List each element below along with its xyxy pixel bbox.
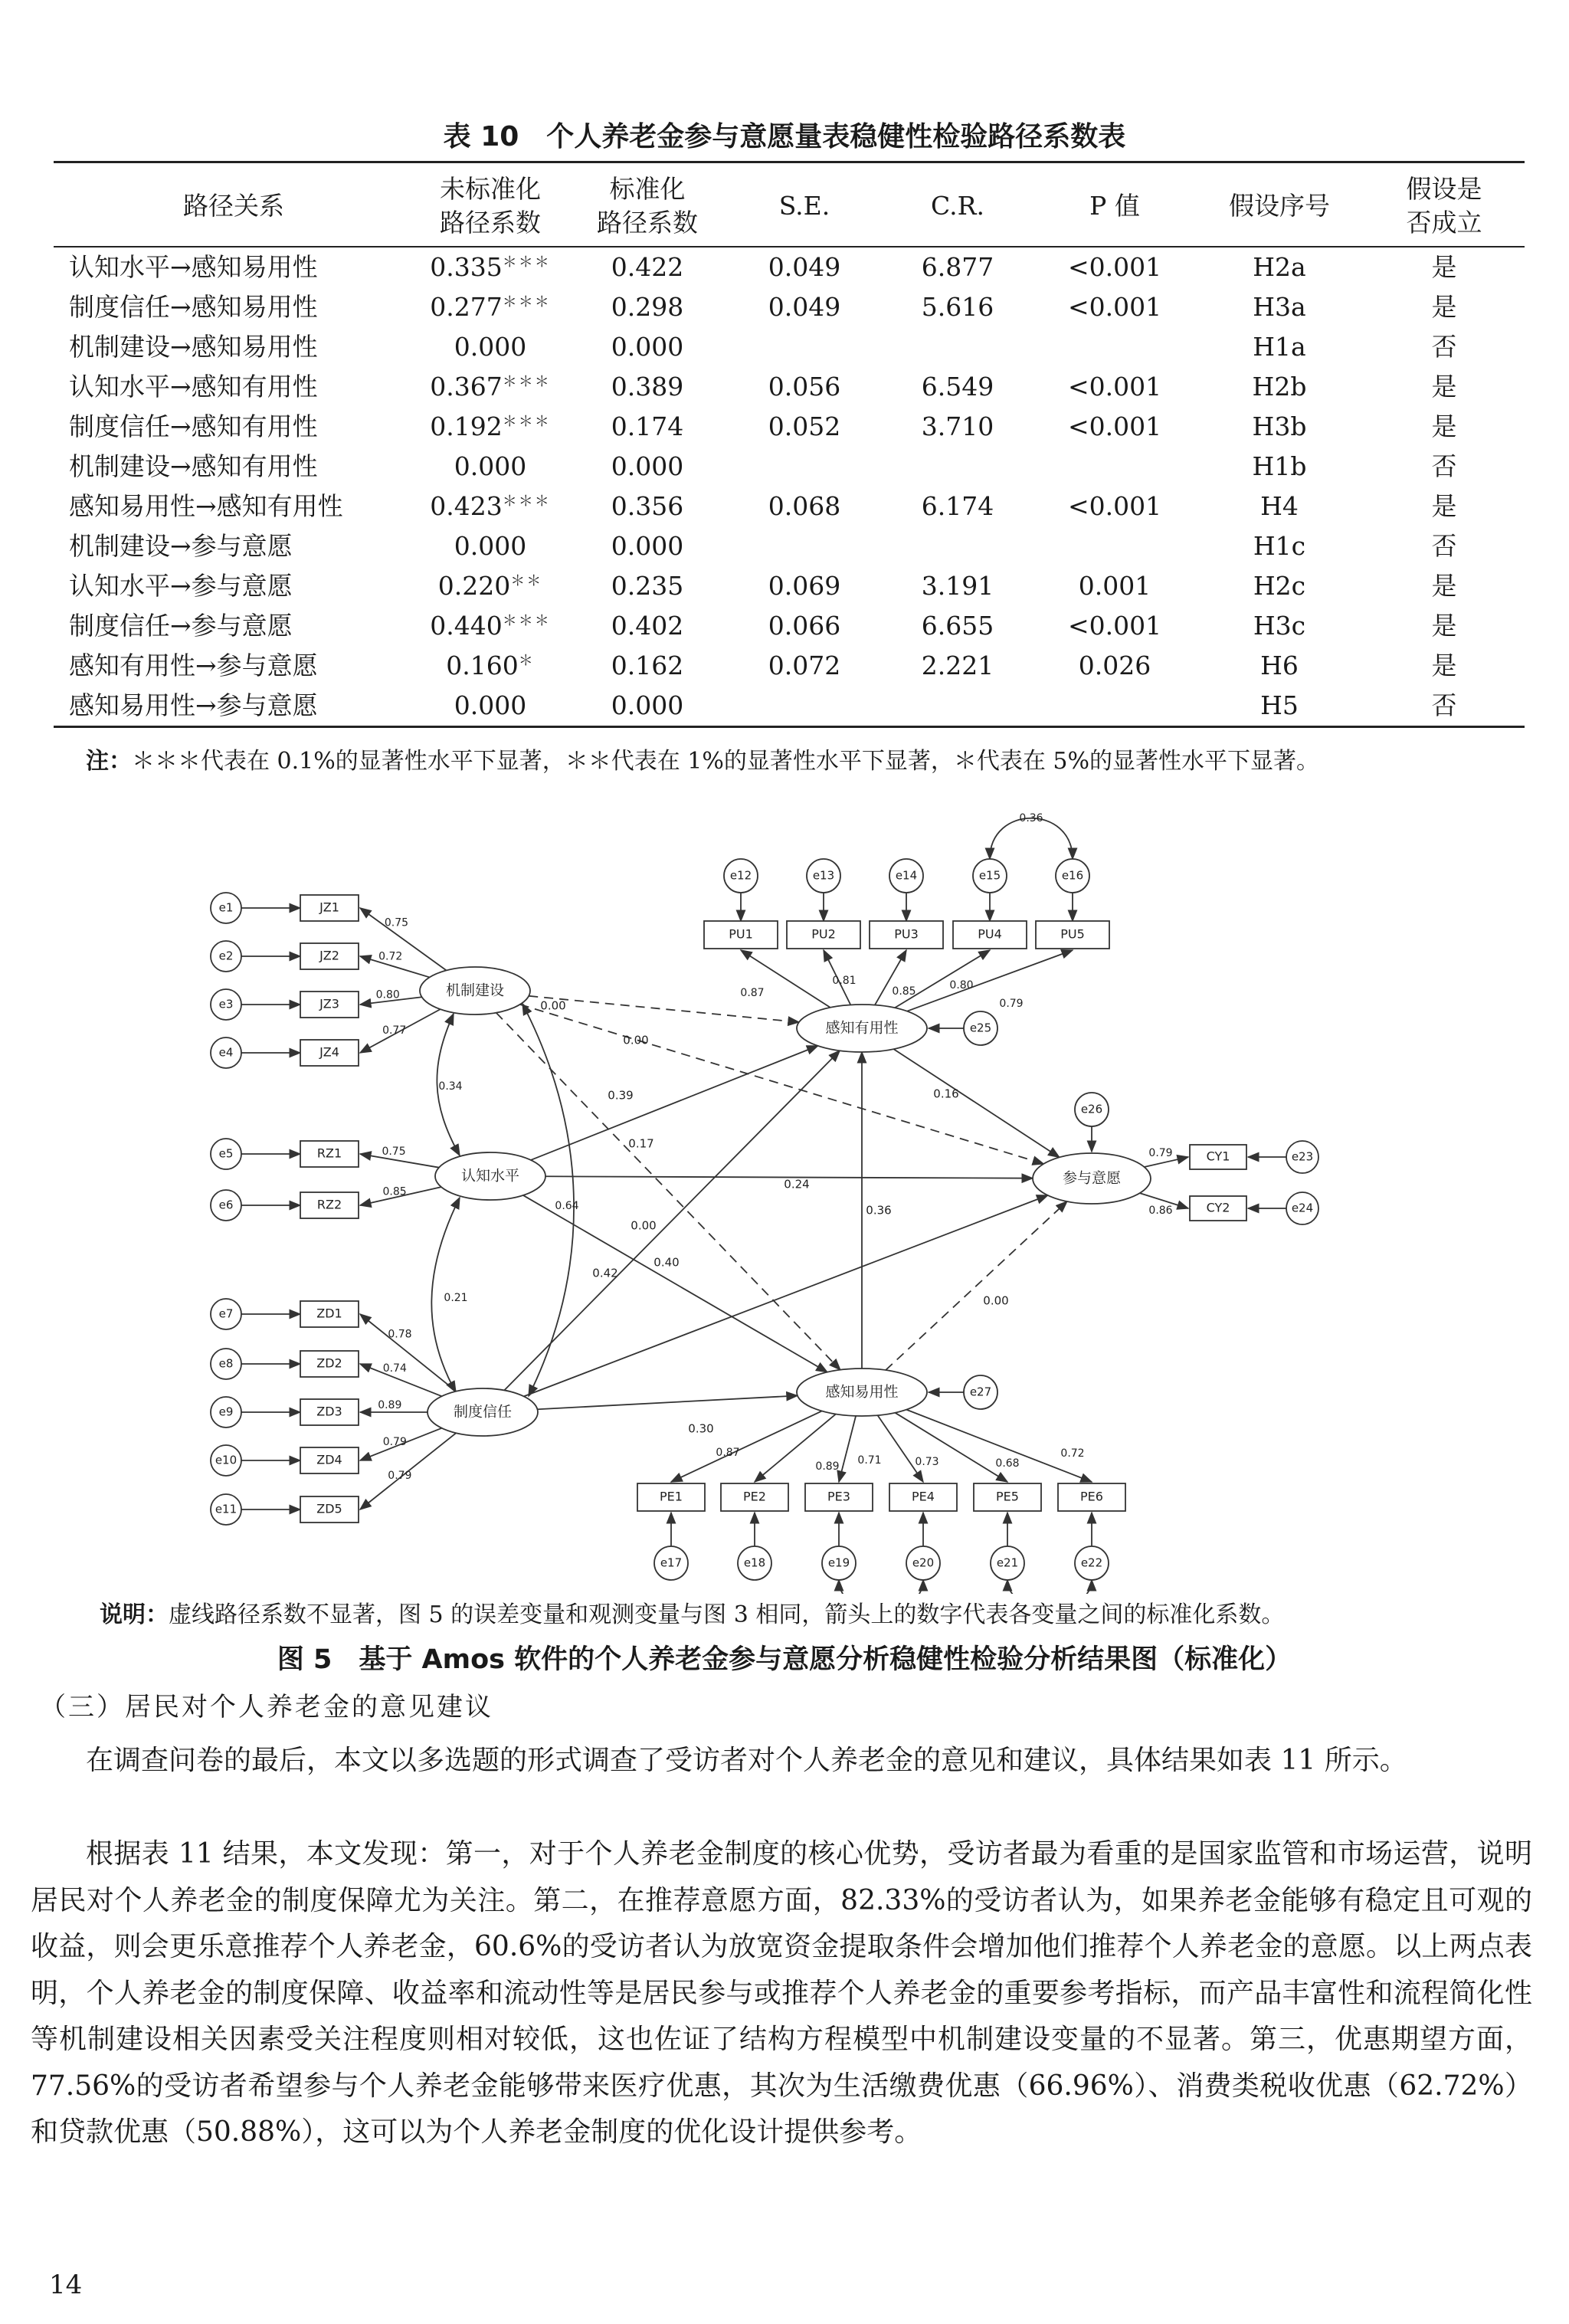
- std-cell: 0.174: [611, 411, 684, 441]
- hyp-cell: H1c: [1253, 531, 1306, 561]
- unstd-cell: 0.000: [454, 332, 527, 362]
- error-label: e13: [812, 868, 835, 883]
- loading-value: 0.80: [949, 979, 974, 992]
- hyp-cell: H3c: [1253, 611, 1306, 641]
- cr-cell: 5.616: [921, 292, 994, 322]
- p-cell: [1034, 526, 1195, 566]
- loading-value: 0.72: [1060, 1447, 1085, 1460]
- observed-label: JZ2: [319, 948, 339, 963]
- sem-path-diagram: [207, 797, 1356, 1594]
- unstd-cell: 0.000: [454, 531, 527, 561]
- error-label: e24: [1291, 1201, 1314, 1215]
- unstd-cell: 0.335＊＊＊: [430, 252, 551, 282]
- loading-value: 0.75: [384, 916, 409, 929]
- path-cell: 感知有用性→参与意愿: [69, 651, 318, 680]
- se-cell: 0.068: [768, 491, 841, 521]
- observed-label: RZ1: [316, 1146, 342, 1161]
- structural-path: [531, 1046, 818, 1160]
- table-row: [54, 487, 1525, 526]
- correlation-value: 0.34: [438, 1080, 463, 1093]
- ok-cell: 是: [1431, 491, 1457, 521]
- table-row: [54, 247, 1525, 287]
- p-cell: [1034, 447, 1195, 487]
- path-cell: 认知水平→感知易用性: [69, 252, 318, 282]
- latent-label: 感知有用性: [825, 1019, 899, 1037]
- error-label: e21: [996, 1555, 1019, 1570]
- table-row: [54, 686, 1525, 727]
- se-cell: 0.066: [768, 611, 841, 641]
- path-coefficient: 0.40: [653, 1255, 680, 1270]
- ok-cell: 是: [1431, 292, 1457, 322]
- error-label: e20: [912, 1555, 935, 1570]
- observed-label: JZ3: [319, 996, 339, 1011]
- structural-path: [524, 1195, 1048, 1396]
- observed-label: RZ2: [316, 1197, 342, 1212]
- p-cell: <0.001: [1067, 292, 1162, 322]
- hyp-cell: H2a: [1253, 252, 1306, 282]
- significance-mark: ＊＊: [510, 572, 543, 589]
- error-label: e2: [218, 949, 234, 963]
- significance-mark: ＊＊＊: [502, 612, 551, 629]
- ok-cell: 是: [1431, 411, 1457, 441]
- cr-cell: [881, 327, 1034, 367]
- cr-cell: 6.877: [921, 252, 994, 282]
- p-cell: [1034, 686, 1195, 727]
- loading-value: 0.81: [832, 975, 857, 987]
- unstd-cell: 0.277＊＊＊: [430, 292, 551, 322]
- path-coefficient: 0.00: [631, 1218, 657, 1233]
- se-cell: [728, 686, 881, 727]
- observed-label: ZD3: [316, 1404, 342, 1419]
- observed-label: ZD5: [316, 1501, 342, 1516]
- std-cell: 0.000: [611, 451, 684, 481]
- loading-value: 0.89: [815, 1460, 840, 1473]
- p-cell: <0.001: [1067, 491, 1162, 521]
- path-cell: 感知易用性→参与意愿: [54, 686, 414, 727]
- page-number: 14: [49, 2270, 83, 2300]
- se-cell: [728, 447, 881, 487]
- loading-value: 0.86: [1148, 1205, 1173, 1217]
- nonsignificant-path: [886, 1201, 1067, 1370]
- header-std: 标准化 路径系数: [567, 162, 728, 247]
- std-cell: 0.000: [611, 531, 684, 561]
- observed-label: PU2: [811, 926, 836, 942]
- error-correlation-arc: [839, 1580, 923, 1594]
- ok-cell: 否: [1364, 686, 1525, 727]
- paragraph-2: 根据表 11 结果，本文发现：第一，对于个人养老金制度的核心优势，受访者最为看重的是国家监管和市场运营，说明居民对个人养老金的制度保障尤为关注。第二，在推荐意愿方面，82.33%的受访者认为，如果养老金能够有稳定且可观的收益，则会更乐意推荐个人养老金，60.6%的受访者认为放宽资金提取条件会增加他们推荐个人养老金的意愿。以上两点表明，个人养老金的制度保障、收益率和流动性等是居民参与或推荐个人养老金的重要参考指标，而产品丰富性和流程简化性等机制建设相关因素受关注程度则相对较低，这也佐证了结构方程模型中机制建设变量的不显著。第三，优惠期望方面，77.56%的受访者希望参与个人养老金能够带来医疗优惠，其次为生活缴费优惠（66.96%）、消费类税收优惠（62.72%）和贷款优惠（50.88%），这可以为个人养老金制度的优化设计提供参考。: [31, 1838, 1532, 2148]
- error-label: e8: [218, 1356, 234, 1371]
- hyp-cell: H3b: [1252, 411, 1307, 441]
- error-label: e3: [218, 997, 234, 1011]
- loading-value: 0.89: [378, 1399, 402, 1411]
- cr-cell: 6.655: [921, 611, 994, 641]
- observed-label: PU4: [978, 926, 1002, 942]
- correlation-value: 0.64: [555, 1200, 579, 1212]
- ok-cell: 是: [1431, 611, 1457, 641]
- error-label: e18: [743, 1555, 766, 1570]
- std-cell: 0.356: [611, 491, 684, 521]
- hyp-cell: H1a: [1253, 332, 1306, 362]
- loading-arrow: [360, 1314, 457, 1391]
- std-cell: 0.162: [611, 651, 684, 680]
- path-cell: 机制建设→感知易用性: [69, 332, 318, 362]
- path-coefficient: 0.24: [784, 1177, 810, 1192]
- hyp-cell: H2c: [1253, 571, 1306, 601]
- hyp-cell: H4: [1260, 491, 1299, 521]
- error-correlation-arc: [1007, 1580, 1092, 1594]
- cr-cell: [881, 686, 1034, 727]
- loading-value: 0.79: [388, 1470, 412, 1483]
- loading-arrow: [895, 1413, 1007, 1482]
- table-row: [54, 606, 1525, 646]
- loading-value: 0.79: [1148, 1147, 1173, 1159]
- loading-arrow: [907, 950, 1073, 1011]
- se-cell: 0.056: [768, 372, 841, 402]
- std-cell: 0.000: [567, 686, 728, 727]
- observed-label: PE1: [660, 1489, 683, 1504]
- cr-cell: 6.174: [921, 491, 994, 521]
- ok-cell: 是: [1431, 252, 1457, 282]
- loading-value: 0.74: [382, 1362, 407, 1375]
- ok-cell: 否: [1431, 531, 1457, 561]
- structural-path: [537, 1395, 797, 1409]
- correlation-value: 0.21: [444, 1292, 468, 1304]
- loading-arrow: [895, 950, 990, 1008]
- ok-cell: 是: [1431, 571, 1457, 601]
- error-label: e19: [827, 1555, 850, 1570]
- error-label: e6: [218, 1198, 234, 1212]
- error-label: e26: [1080, 1102, 1103, 1116]
- loading-value: 0.87: [740, 987, 765, 999]
- std-cell: 0.389: [611, 372, 684, 402]
- loading-value: 0.72: [378, 950, 403, 963]
- figure-description-text: 虚线路径系数不显著，图 5 的误差变量和观测变量与图 3 相同，箭头上的数字代表各变量之间的标准化系数。: [169, 1601, 1285, 1628]
- path-coefficient: 0.42: [592, 1266, 618, 1280]
- error-label: e1: [218, 900, 234, 915]
- loading-value: 0.79: [382, 1436, 407, 1449]
- unstd-cell: 0.440＊＊＊: [430, 611, 551, 641]
- std-cell: 0.422: [611, 252, 684, 282]
- table-note-text: ＊＊＊代表在 0.1%的显著性水平下显著，＊＊代表在 1%的显著性水平下显著，＊代表在 5%的显著性水平下显著。: [132, 748, 1320, 775]
- std-cell: 0.298: [611, 292, 684, 322]
- observed-label: PU5: [1060, 926, 1085, 942]
- header-p: P 值: [1034, 162, 1195, 247]
- loading-arrow: [839, 1416, 856, 1482]
- section-heading: （三）居民对个人养老金的意见建议: [40, 1692, 493, 1723]
- loading-value: 0.85: [892, 985, 916, 998]
- header-hyp: 假设序号: [1195, 162, 1364, 247]
- error-label: e4: [218, 1045, 234, 1060]
- observed-label: PU1: [729, 926, 753, 942]
- loading-arrow: [906, 1410, 1092, 1482]
- ok-cell: 是: [1431, 651, 1457, 680]
- unstd-cell: 0.220＊＊: [437, 571, 543, 601]
- loading-value: 0.68: [995, 1457, 1020, 1470]
- loading-value: 0.79: [999, 998, 1024, 1010]
- path-cell: 机制建设→参与意愿: [69, 531, 293, 561]
- table-row: [54, 566, 1525, 606]
- p-cell: <0.001: [1067, 372, 1162, 402]
- path-coefficient: 0.30: [688, 1421, 714, 1436]
- path-coefficient: 0.36: [866, 1203, 892, 1218]
- path-coefficient: 0.17: [628, 1136, 654, 1151]
- structural-path: [523, 1195, 827, 1372]
- loading-value: 0.78: [388, 1328, 412, 1341]
- observed-label: PE5: [996, 1489, 1019, 1504]
- cr-cell: [881, 526, 1034, 566]
- unstd-cell: 0.000: [414, 686, 567, 727]
- cr-cell: 2.221: [921, 651, 994, 680]
- loading-value: 0.75: [382, 1146, 406, 1159]
- ok-cell: 是: [1431, 372, 1457, 402]
- unstd-cell: 0.367＊＊＊: [430, 372, 551, 402]
- se-cell: [728, 327, 881, 367]
- path-cell: 制度信任→感知易用性: [69, 292, 318, 322]
- se-cell: 0.052: [768, 411, 841, 441]
- cr-cell: [881, 447, 1034, 487]
- loading-value: 0.80: [375, 988, 400, 1001]
- path-cell: 认知水平→参与意愿: [69, 571, 293, 601]
- observed-label: PE4: [912, 1489, 935, 1504]
- figure-description-label: 说明：: [100, 1601, 169, 1628]
- table-row: [54, 407, 1525, 447]
- p-cell: <0.001: [1067, 411, 1162, 441]
- significance-mark: ＊＊＊: [502, 493, 551, 510]
- p-cell: [1034, 327, 1195, 367]
- observed-label: PU3: [894, 926, 919, 942]
- latent-label: 参与意愿: [1062, 1169, 1122, 1187]
- table-row: [54, 447, 1525, 487]
- path-cell: 认知水平→感知有用性: [69, 372, 318, 402]
- nonsignificant-path: [496, 1013, 840, 1370]
- unstd-cell: 0.000: [454, 451, 527, 481]
- se-cell: 0.069: [768, 571, 841, 601]
- header-se: S.E.: [728, 162, 881, 247]
- se-cell: 0.049: [768, 292, 841, 322]
- table-header-row: [54, 162, 1525, 247]
- path-coefficient: 0.00: [983, 1293, 1009, 1308]
- table-row: [54, 287, 1525, 327]
- error-label: e14: [895, 868, 918, 883]
- cr-cell: 3.710: [921, 411, 994, 441]
- path-coefficient: 0.00: [540, 998, 566, 1013]
- observed-label: PE6: [1080, 1489, 1103, 1504]
- observed-label: ZD1: [316, 1306, 342, 1321]
- error-label: e10: [215, 1453, 237, 1467]
- observed-label: CY1: [1206, 1149, 1230, 1164]
- figure-caption: 图 5 基于 Amos 软件的个人养老金参与意愿分析稳健性检验分析结果图（标准化）: [277, 1644, 1292, 1675]
- hyp-cell: H5: [1195, 686, 1364, 727]
- path-cell: 制度信任→感知有用性: [69, 411, 318, 441]
- std-cell: 0.402: [611, 611, 684, 641]
- latent-label: 机制建设: [445, 982, 505, 999]
- p-cell: 0.026: [1078, 651, 1151, 680]
- observed-label: PE3: [827, 1489, 850, 1504]
- nonsignificant-path: [529, 996, 799, 1022]
- cr-cell: 6.549: [921, 372, 994, 402]
- error-label: e11: [215, 1502, 237, 1516]
- loading-value: 0.85: [382, 1185, 407, 1198]
- structural-path: [893, 1049, 1059, 1157]
- error-label: e9: [218, 1405, 234, 1419]
- unstd-cell: 0.160＊: [446, 651, 535, 680]
- std-cell: 0.235: [611, 571, 684, 601]
- error-label: e27: [969, 1385, 992, 1399]
- p-cell: <0.001: [1067, 611, 1162, 641]
- table-note-label: 注：: [86, 748, 132, 775]
- path-coefficient-table: [54, 161, 1525, 728]
- observed-label: ZD4: [316, 1452, 342, 1467]
- unstd-cell: 0.423＊＊＊: [430, 491, 551, 521]
- latent-label: 认知水平: [460, 1167, 520, 1185]
- std-cell: 0.000: [611, 332, 684, 362]
- significance-mark: ＊: [518, 652, 535, 669]
- figure-description: [100, 1595, 1284, 1629]
- path-coefficient: 0.16: [933, 1087, 959, 1101]
- error-label: e23: [1291, 1149, 1314, 1164]
- latent-label: 感知易用性: [825, 1383, 899, 1401]
- observed-label: CY2: [1206, 1200, 1230, 1215]
- observed-label: JZ1: [319, 900, 339, 915]
- cr-cell: 3.191: [921, 571, 994, 601]
- hyp-cell: H2b: [1252, 372, 1307, 402]
- p-cell: <0.001: [1067, 252, 1162, 282]
- unstd-cell: 0.192＊＊＊: [430, 411, 551, 441]
- table-row: [54, 526, 1525, 566]
- ok-cell: 否: [1431, 332, 1457, 362]
- header-ok: 假设是 否成立: [1364, 162, 1525, 247]
- correlation-value: 0.36: [1019, 812, 1043, 824]
- path-coefficient: 0.39: [608, 1088, 634, 1103]
- error-label: e7: [218, 1306, 234, 1321]
- p-cell: 0.001: [1078, 571, 1151, 601]
- table-title: 表 10 个人养老金参与意愿量表稳健性检验路径系数表: [443, 121, 1126, 152]
- observed-label: PE2: [743, 1489, 766, 1504]
- path-cell: 机制建设→感知有用性: [69, 451, 318, 481]
- hyp-cell: H3a: [1253, 292, 1306, 322]
- latent-label: 制度信任: [453, 1403, 513, 1421]
- path-coefficient: 0.00: [623, 1033, 649, 1047]
- header-cr: C.R.: [881, 162, 1034, 247]
- se-cell: [728, 526, 881, 566]
- error-label: e15: [978, 868, 1001, 883]
- path-cell: 制度信任→参与意愿: [69, 611, 293, 641]
- table-note: [86, 742, 1319, 775]
- table-row: [54, 327, 1525, 367]
- header-path: 路径关系: [54, 162, 414, 247]
- hyp-cell: H6: [1260, 651, 1299, 680]
- error-label: e25: [969, 1021, 992, 1035]
- se-cell: 0.049: [768, 252, 841, 282]
- loading-value: 0.71: [857, 1454, 882, 1467]
- observed-label: JZ4: [319, 1044, 339, 1060]
- significance-mark: ＊＊＊: [502, 413, 551, 430]
- table-row: [54, 646, 1525, 686]
- error-label: e16: [1061, 868, 1084, 883]
- error-label: e12: [729, 868, 752, 883]
- loading-value: 0.73: [915, 1456, 939, 1468]
- error-label: e17: [660, 1555, 683, 1570]
- se-cell: 0.072: [768, 651, 841, 680]
- loading-value: 0.77: [382, 1024, 407, 1037]
- table-row: [54, 367, 1525, 407]
- significance-mark: ＊＊＊: [502, 373, 551, 390]
- error-label: e5: [218, 1146, 234, 1161]
- significance-mark: ＊＊＊: [502, 293, 551, 310]
- observed-label: ZD2: [316, 1355, 342, 1371]
- hyp-cell: H1b: [1252, 451, 1307, 481]
- path-cell: 感知易用性→感知有用性: [69, 491, 343, 521]
- ok-cell: 否: [1431, 451, 1457, 481]
- error-label: e22: [1080, 1555, 1103, 1570]
- paragraph-1: 在调查问卷的最后，本文以多选题的形式调查了受访者对个人养老金的意见和建议，具体结果如表 11 所示。: [86, 1745, 1407, 1776]
- header-unstd: 未标准化 路径系数: [414, 162, 567, 247]
- significance-mark: ＊＊＊: [502, 254, 551, 270]
- loading-value: 0.87: [716, 1447, 740, 1459]
